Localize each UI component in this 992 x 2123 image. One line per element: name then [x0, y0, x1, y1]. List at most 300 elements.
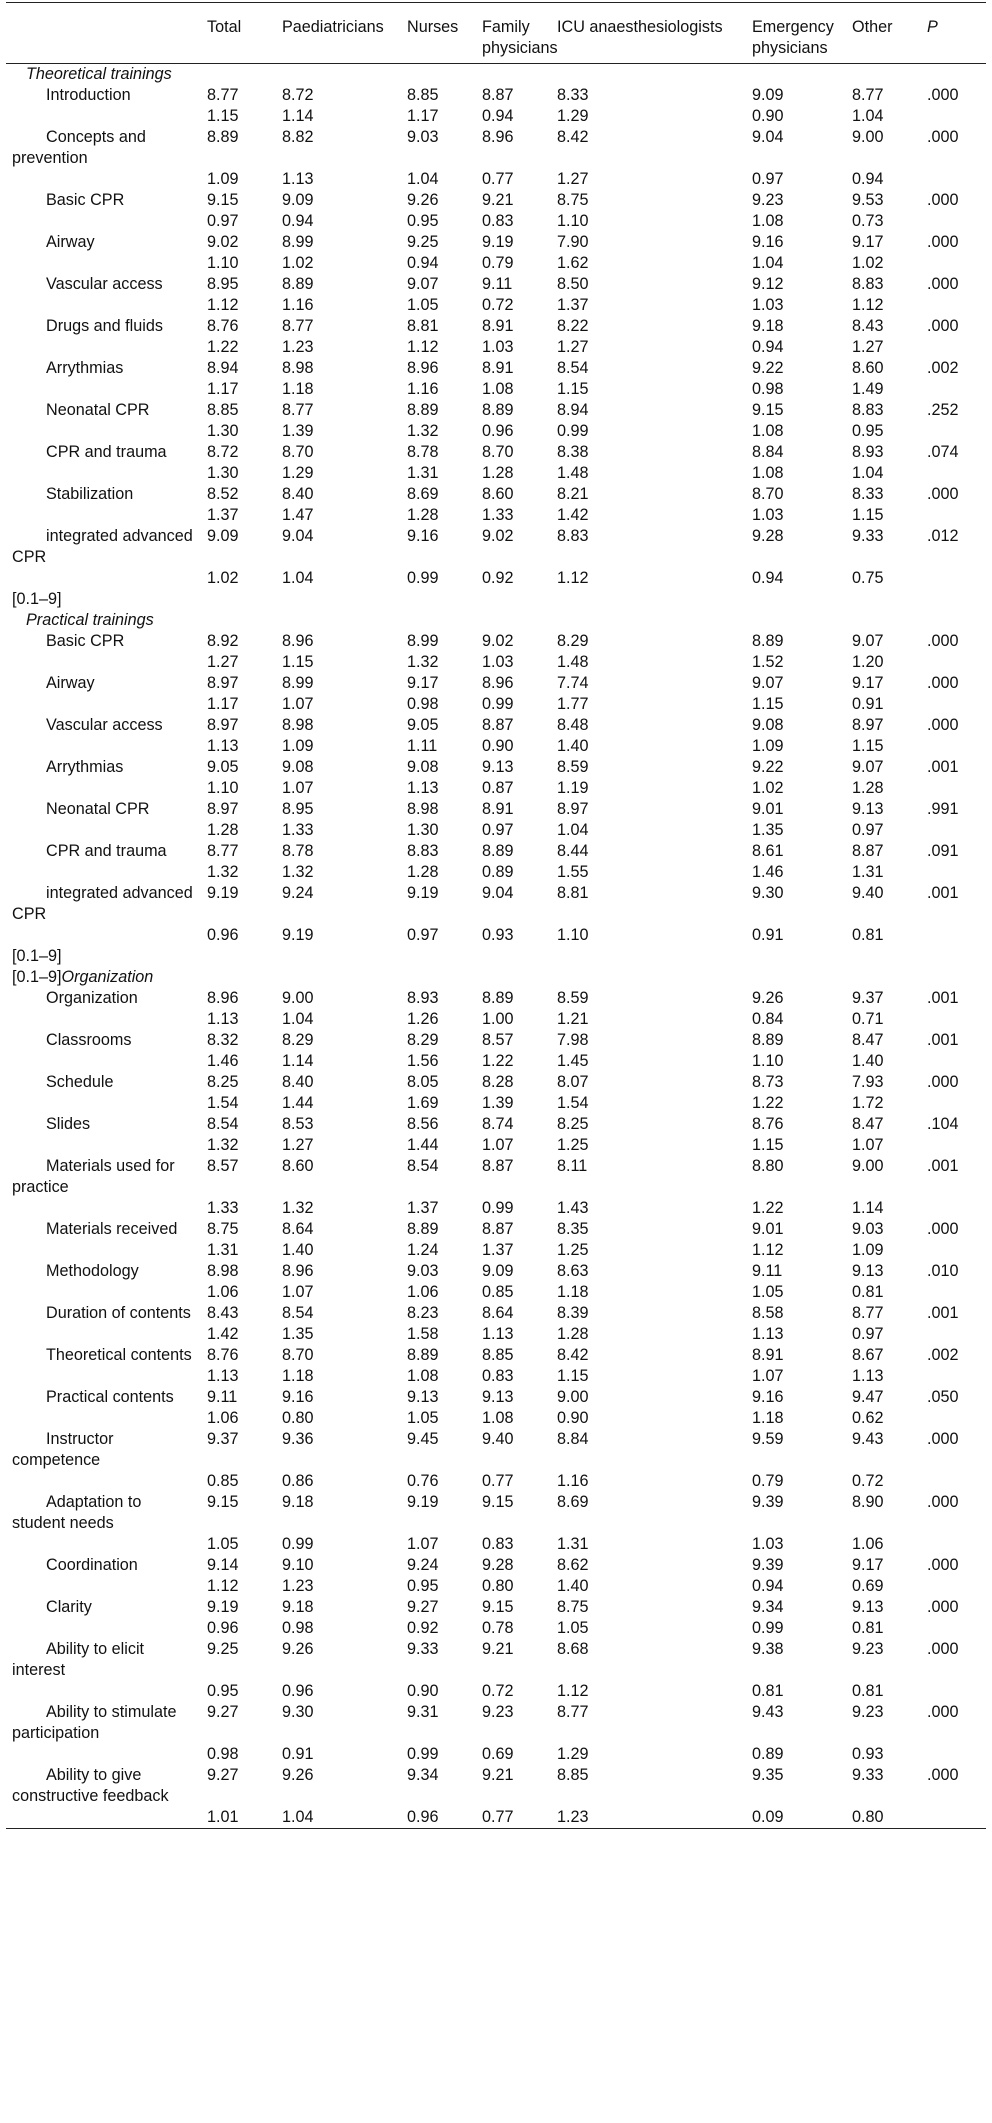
- sd-row: [6, 463, 986, 484]
- sd-cell: 0.98: [407, 695, 439, 713]
- mean-cell: 9.14: [207, 1556, 239, 1574]
- sd-cell: 0.97: [852, 821, 884, 839]
- mean-cell: .104: [927, 1115, 959, 1133]
- mean-cell: 9.04: [752, 128, 784, 146]
- sd-cell: 1.05: [407, 1409, 439, 1427]
- header-cell: [6, 3, 201, 64]
- mean-cell: 8.69: [557, 1493, 589, 1511]
- sd-cell: 1.44: [407, 1136, 439, 1154]
- sd-p-cell: [921, 1009, 986, 1030]
- mean-cell: .991: [927, 800, 959, 818]
- sd-row: [6, 820, 986, 841]
- mean-cell: 8.58: [752, 1304, 784, 1322]
- sd-cell: 0.99: [482, 1199, 514, 1217]
- mean-cell: 9.47: [852, 1388, 884, 1406]
- sd-cell: 1.09: [282, 737, 314, 755]
- sd-row: [6, 1807, 986, 1829]
- sd-label-cell: [6, 295, 201, 316]
- mean-cell: 8.07: [557, 1073, 589, 1091]
- sd-cell: 0.93: [482, 926, 514, 944]
- mean-cell: 8.67: [852, 1346, 884, 1364]
- row-label-text: Basic CPR: [46, 191, 125, 209]
- mean-cell: 8.54: [407, 1157, 439, 1175]
- mean-cell: .050: [927, 1388, 959, 1406]
- section-row: [6, 967, 986, 988]
- sd-label-cell: [6, 253, 201, 274]
- mean-cell: 9.40: [482, 1430, 514, 1448]
- sd-cell: 1.15: [752, 695, 784, 713]
- sd-cell: 0.99: [407, 1745, 439, 1763]
- sd-p-cell: [921, 1324, 986, 1345]
- sd-p-cell: [921, 106, 986, 127]
- sd-cell: 1.09: [852, 1241, 884, 1259]
- sd-cell: 1.29: [557, 1745, 589, 1763]
- mean-cell: 8.96: [407, 359, 439, 377]
- mean-cell: 8.70: [282, 1346, 314, 1364]
- sd-cell: 1.28: [407, 863, 439, 881]
- header-cell: Paediatricians: [276, 3, 401, 64]
- sd-row: [6, 1576, 986, 1597]
- sd-cell: 1.02: [852, 254, 884, 272]
- sd-cell: 0.94: [407, 254, 439, 272]
- mean-cell: 8.83: [852, 401, 884, 419]
- mean-cell: 9.23: [752, 191, 784, 209]
- mean-cell: 8.73: [752, 1073, 784, 1091]
- mean-cell: 9.13: [482, 758, 514, 776]
- sd-cell: 1.37: [482, 1241, 514, 1259]
- mean-cell: 8.33: [557, 86, 589, 104]
- sd-cell: 0.73: [852, 212, 884, 230]
- mean-cell: 8.85: [207, 401, 239, 419]
- table-row: [6, 1765, 986, 1807]
- mean-cell: 9.26: [282, 1640, 314, 1658]
- sd-cell: 0.79: [752, 1472, 784, 1490]
- mean-cell: 9.27: [407, 1598, 439, 1616]
- mean-cell: 8.91: [482, 800, 514, 818]
- sd-cell: 1.08: [752, 464, 784, 482]
- sd-cell: 0.80: [846, 1807, 921, 1829]
- mean-cell: 8.83: [407, 842, 439, 860]
- sd-cell: 1.32: [282, 1199, 314, 1217]
- mean-cell: 8.98: [407, 800, 439, 818]
- sd-cell: 1.69: [407, 1094, 439, 1112]
- mean-cell: 8.77: [282, 317, 314, 335]
- sd-label-cell: [6, 106, 201, 127]
- mean-cell: 9.09: [207, 527, 239, 545]
- mean-cell: 8.64: [482, 1304, 514, 1322]
- sd-cell: 1.05: [407, 296, 439, 314]
- table-row: [6, 757, 986, 778]
- sd-cell: 1.15: [557, 1367, 589, 1385]
- sd-cell: 0.80: [482, 1577, 514, 1595]
- sd-cell: 1.28: [482, 464, 514, 482]
- mean-cell: 9.09: [752, 86, 784, 104]
- sd-p-cell: [921, 295, 986, 316]
- sd-p-cell: [921, 1093, 986, 1114]
- sd-cell: 0.79: [482, 254, 514, 272]
- mean-cell: .010: [927, 1262, 959, 1280]
- header-row: [6, 3, 986, 64]
- sd-cell: 0.81: [852, 1619, 884, 1637]
- row-label: [6, 1597, 201, 1618]
- sd-p-cell: [921, 1051, 986, 1072]
- sd-cell: 1.04: [557, 821, 589, 839]
- mean-cell: 9.21: [482, 1766, 514, 1784]
- sd-row: [6, 652, 986, 673]
- mean-cell: 8.85: [557, 1766, 589, 1784]
- sd-cell: 0.77: [476, 1807, 551, 1829]
- sd-cell: 1.48: [557, 464, 589, 482]
- sd-cell: 1.02: [282, 254, 314, 272]
- sd-cell: 1.30: [207, 464, 239, 482]
- mean-cell: 9.15: [752, 401, 784, 419]
- sd-cell: 1.02: [207, 569, 239, 587]
- mean-cell: 8.61: [752, 842, 784, 860]
- sd-cell: 1.31: [557, 1535, 589, 1553]
- mean-cell: 8.77: [852, 86, 884, 104]
- sd-row: [6, 1198, 986, 1219]
- sd-cell: 1.37: [557, 296, 589, 314]
- sd-p-cell: [921, 1576, 986, 1597]
- mean-cell: 8.76: [752, 1115, 784, 1133]
- sd-cell: 0.90: [752, 107, 784, 125]
- sd-label-cell: [6, 1807, 201, 1829]
- sd-p-cell: [921, 568, 986, 589]
- mean-cell: 8.29: [407, 1031, 439, 1049]
- sd-p-cell: [921, 1240, 986, 1261]
- sd-cell: 1.48: [557, 653, 589, 671]
- sd-cell: 1.15: [752, 1136, 784, 1154]
- mean-cell: 8.39: [557, 1304, 589, 1322]
- sd-p-cell: [921, 778, 986, 799]
- row-label-text: Basic CPR: [46, 632, 125, 650]
- sd-cell: 0.95: [207, 1682, 239, 1700]
- mean-cell: 8.99: [407, 632, 439, 650]
- sd-row: [6, 1618, 986, 1639]
- mean-cell: 9.05: [207, 758, 239, 776]
- table-row: [6, 232, 986, 253]
- mean-cell: 9.13: [852, 800, 884, 818]
- mean-cell: 9.19: [407, 884, 439, 902]
- row-label: [6, 883, 201, 925]
- sd-cell: 1.28: [407, 506, 439, 524]
- mean-cell: 9.16: [752, 1388, 784, 1406]
- sd-cell: 1.46: [207, 1052, 239, 1070]
- mean-cell: 9.17: [852, 233, 884, 251]
- sd-label-cell: [6, 568, 201, 589]
- sd-cell: 0.83: [482, 1367, 514, 1385]
- sd-p-cell: [921, 505, 986, 526]
- mean-cell: .001: [927, 1304, 959, 1322]
- sd-cell: 1.15: [852, 506, 884, 524]
- header-cell-p: P: [921, 3, 986, 64]
- mean-cell: 8.89: [407, 401, 439, 419]
- sd-cell: 1.07: [852, 1136, 884, 1154]
- mean-cell: 9.03: [852, 1220, 884, 1238]
- sd-row: [6, 337, 986, 358]
- mean-cell: 8.75: [557, 191, 589, 209]
- sd-cell: 1.10: [207, 254, 239, 272]
- sd-cell: 1.17: [207, 380, 239, 398]
- sd-cell: 1.18: [557, 1283, 589, 1301]
- mean-cell: .000: [927, 128, 959, 146]
- sd-cell: 1.13: [852, 1367, 884, 1385]
- sd-cell: 1.18: [282, 380, 314, 398]
- row-label: [6, 1114, 201, 1135]
- mean-cell: 9.00: [557, 1388, 589, 1406]
- mean-cell: 8.77: [852, 1304, 884, 1322]
- sd-cell: 1.12: [752, 1241, 784, 1259]
- sd-cell: 0.95: [852, 422, 884, 440]
- sd-cell: 1.08: [752, 422, 784, 440]
- mean-cell: 8.47: [852, 1115, 884, 1133]
- mean-cell: 9.28: [752, 527, 784, 545]
- sd-p-cell: [921, 1135, 986, 1156]
- mean-cell: 9.28: [482, 1556, 514, 1574]
- sd-cell: 1.26: [407, 1010, 439, 1028]
- sd-cell: 1.31: [852, 863, 884, 881]
- mean-cell: 9.23: [852, 1703, 884, 1721]
- mean-cell: 8.87: [482, 716, 514, 734]
- mean-cell: .002: [927, 359, 959, 377]
- mean-cell: 9.04: [482, 884, 514, 902]
- mean-cell: 9.34: [407, 1766, 439, 1784]
- sd-cell: 1.31: [407, 464, 439, 482]
- mean-cell: 8.42: [557, 128, 589, 146]
- sd-cell: 0.80: [282, 1409, 314, 1427]
- sd-cell: 1.54: [207, 1094, 239, 1112]
- mean-cell: 9.38: [752, 1640, 784, 1658]
- sd-cell: 1.56: [407, 1052, 439, 1070]
- mean-cell: 8.96: [207, 989, 239, 1007]
- mean-cell: 9.11: [752, 1262, 783, 1280]
- mean-cell: 8.87: [482, 86, 514, 104]
- mean-cell: 8.38: [557, 443, 589, 461]
- sd-cell: 0.94: [282, 212, 314, 230]
- sd-cell: 1.12: [557, 1682, 589, 1700]
- sd-row: [6, 1744, 986, 1765]
- mean-cell: 8.87: [482, 1220, 514, 1238]
- table-row: [6, 1492, 986, 1534]
- sd-cell: 1.02: [752, 779, 784, 797]
- row-label: [6, 1765, 201, 1807]
- mean-cell: 9.17: [407, 674, 439, 692]
- mean-cell: 9.22: [752, 359, 784, 377]
- mean-cell: 9.30: [282, 1703, 314, 1721]
- mean-cell: 8.40: [282, 485, 314, 503]
- mean-cell: 8.82: [282, 128, 314, 146]
- sd-cell: 0.93: [852, 1745, 884, 1763]
- mean-cell: 8.75: [207, 1220, 239, 1238]
- mean-cell: 9.23: [852, 1640, 884, 1658]
- sd-row: [6, 862, 986, 883]
- mean-cell: 8.98: [207, 1262, 239, 1280]
- sd-row: [6, 568, 986, 589]
- sd-cell: 1.28: [207, 821, 239, 839]
- mean-cell: 8.97: [852, 716, 884, 734]
- sd-cell: 0.95: [407, 212, 439, 230]
- sd-label-cell: [6, 736, 201, 757]
- mean-cell: 9.02: [207, 233, 239, 251]
- table-row: [6, 1387, 986, 1408]
- row-label-text: Methodology: [46, 1262, 139, 1280]
- sd-cell: 0.99: [482, 695, 514, 713]
- sd-cell: 0.84: [752, 1010, 784, 1028]
- mean-cell: 8.32: [207, 1031, 239, 1049]
- row-label: [6, 1639, 201, 1681]
- table-row: [6, 484, 986, 505]
- row-label: [6, 400, 201, 421]
- sd-cell: 1.03: [482, 653, 514, 671]
- row-label-text: Adaptation to student needs: [12, 1493, 142, 1532]
- sd-cell: 1.35: [282, 1325, 314, 1343]
- section-row: [6, 64, 986, 86]
- sd-cell: 0.98: [207, 1745, 239, 1763]
- sd-label-cell: [6, 862, 201, 883]
- sd-row: [6, 1534, 986, 1555]
- sd-cell: 9.19: [282, 926, 314, 944]
- sd-row: [6, 925, 986, 946]
- mean-cell: 9.03: [407, 128, 439, 146]
- range-label: [0.1–9]: [12, 590, 62, 608]
- sd-cell: 1.11: [407, 737, 438, 755]
- sd-cell: 1.31: [207, 1241, 239, 1259]
- sd-cell: 1.13: [752, 1325, 784, 1343]
- sd-cell: 1.07: [282, 1283, 314, 1301]
- row-label-text: integrated advanced CPR: [12, 527, 193, 566]
- mean-cell: 9.16: [407, 527, 439, 545]
- mean-cell: 9.08: [407, 758, 439, 776]
- mean-cell: 9.33: [407, 1640, 439, 1658]
- sd-cell: 0.72: [482, 296, 514, 314]
- table-row: [6, 1261, 986, 1282]
- mean-cell: 9.11: [207, 1388, 238, 1406]
- mean-cell: 9.05: [407, 716, 439, 734]
- sd-cell: 0.85: [207, 1472, 239, 1490]
- sd-cell: 1.39: [482, 1094, 514, 1112]
- sd-cell: 1.04: [282, 1010, 314, 1028]
- mean-cell: 8.59: [557, 758, 589, 776]
- mean-cell: 8.75: [557, 1598, 589, 1616]
- mean-cell: 9.25: [207, 1640, 239, 1658]
- sd-cell: 1.13: [282, 170, 314, 188]
- sd-cell: 0.91: [752, 926, 784, 944]
- sd-cell: 0.90: [407, 1682, 439, 1700]
- mean-cell: .000: [927, 1430, 959, 1448]
- sd-cell: 1.12: [852, 296, 884, 314]
- table-row: [6, 1303, 986, 1324]
- sd-p-cell: [921, 1198, 986, 1219]
- table-row: [6, 127, 986, 169]
- mean-cell: .001: [927, 1031, 959, 1049]
- mean-cell: 9.26: [752, 989, 784, 1007]
- sd-row: [6, 1240, 986, 1261]
- sd-label-cell: [6, 1408, 201, 1429]
- sd-cell: 1.32: [282, 863, 314, 881]
- mean-cell: 8.77: [557, 1703, 589, 1721]
- row-label-text: Instructor competence: [12, 1430, 114, 1469]
- table-row: [6, 799, 986, 820]
- sd-cell: 1.16: [282, 296, 314, 314]
- mean-cell: 8.72: [282, 86, 314, 104]
- row-label-text: CPR and trauma: [46, 443, 167, 461]
- sd-row: [6, 1366, 986, 1387]
- mean-cell: 8.77: [207, 86, 239, 104]
- sd-cell: 1.24: [407, 1241, 439, 1259]
- sd-cell: 1.27: [557, 170, 589, 188]
- mean-cell: 8.89: [752, 632, 784, 650]
- sd-cell: 1.17: [207, 695, 239, 713]
- table-row: [6, 1639, 986, 1681]
- sd-label-cell: [6, 211, 201, 232]
- mean-cell: 8.97: [207, 800, 239, 818]
- mean-cell: 9.12: [752, 275, 784, 293]
- mean-cell: 9.01: [752, 800, 784, 818]
- row-label: [6, 1429, 201, 1471]
- sd-cell: 0.09: [746, 1807, 846, 1829]
- row-label: [6, 988, 201, 1009]
- sd-cell: 1.27: [557, 338, 589, 356]
- row-label-text: Slides: [46, 1115, 91, 1133]
- sd-cell: 1.12: [207, 296, 239, 314]
- mean-cell: 9.26: [407, 191, 439, 209]
- mean-cell: .000: [927, 1703, 959, 1721]
- sd-cell: 1.15: [557, 380, 589, 398]
- mean-cell: .000: [927, 1073, 959, 1091]
- row-label-text: Airway: [46, 233, 95, 251]
- table-row: [6, 358, 986, 379]
- table-row: [6, 190, 986, 211]
- mean-cell: 8.91: [482, 359, 514, 377]
- sd-cell: 1.07: [752, 1367, 784, 1385]
- mean-cell: 9.02: [482, 527, 514, 545]
- mean-cell: 9.13: [852, 1598, 884, 1616]
- sd-label-cell: [6, 1009, 201, 1030]
- mean-cell: 8.93: [852, 443, 884, 461]
- sd-cell: 0.77: [482, 170, 514, 188]
- mean-cell: 7.74: [557, 674, 589, 692]
- sd-row: [6, 295, 986, 316]
- mean-cell: 9.24: [282, 884, 314, 902]
- sd-cell: 1.32: [407, 653, 439, 671]
- row-label-text: Practical contents: [46, 1388, 174, 1406]
- mean-cell: 8.98: [282, 716, 314, 734]
- sd-cell: 0.72: [852, 1472, 884, 1490]
- sd-row: [6, 1324, 986, 1345]
- row-label-text: Ability to stimulate participation: [12, 1703, 177, 1742]
- sd-cell: 1.30: [207, 422, 239, 440]
- row-label: [6, 757, 201, 778]
- row-label: [6, 85, 201, 106]
- sd-cell: 1.10: [557, 926, 589, 944]
- sd-label-cell: [6, 820, 201, 841]
- mean-cell: .001: [927, 884, 959, 902]
- row-label-text: integrated advanced CPR: [12, 884, 193, 923]
- sd-cell: 1.39: [282, 422, 314, 440]
- sd-label-cell: [6, 1051, 201, 1072]
- mean-cell: 8.97: [207, 716, 239, 734]
- row-label: [6, 1303, 201, 1324]
- sd-cell: 1.52: [752, 653, 784, 671]
- mean-cell: .000: [927, 191, 959, 209]
- mean-cell: 8.91: [482, 317, 514, 335]
- mean-cell: 8.96: [482, 128, 514, 146]
- row-label: [6, 526, 201, 568]
- mean-cell: 8.87: [852, 842, 884, 860]
- header-cell: Emergency physicians: [746, 3, 846, 64]
- sd-cell: 1.45: [557, 1052, 589, 1070]
- mean-cell: .000: [927, 1556, 959, 1574]
